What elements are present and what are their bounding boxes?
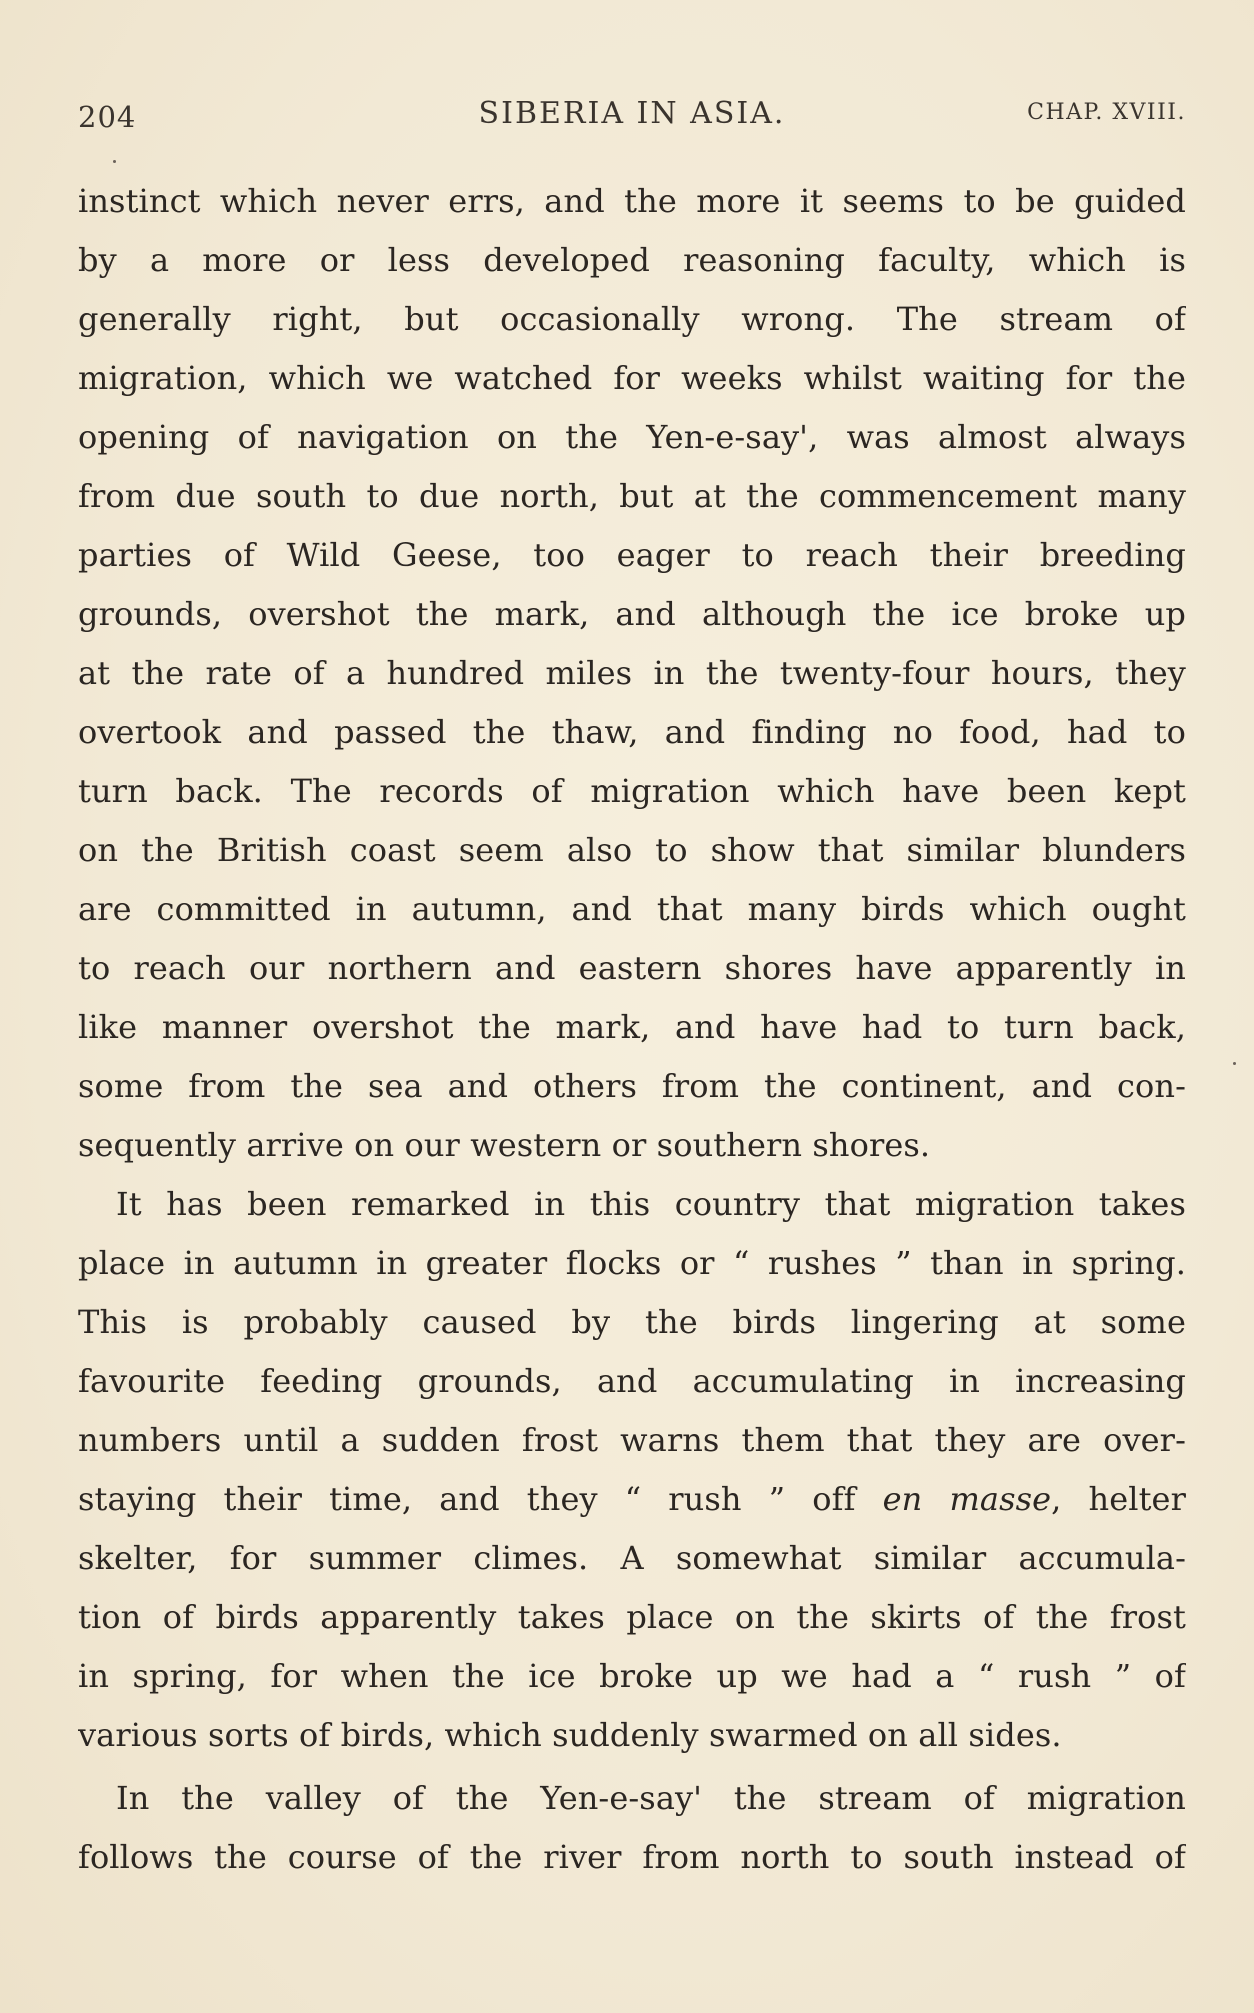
text-line: are committed in autumn, and that many birds which ought xyxy=(78,890,1186,928)
text-line: numbers until a sudden frost warns them that they are over- xyxy=(78,1421,1186,1459)
text-line: parties of Wild Geese, too eager to reach their breeding xyxy=(78,536,1186,574)
text-line: opening of navigation on the Yen-e-say', was almost always xyxy=(78,418,1186,456)
paper-speck xyxy=(113,160,116,163)
text-line: place in autumn in greater flocks or “ rushes ” than in spring. xyxy=(78,1244,1186,1282)
chapter-label: CHAP. XVIII. xyxy=(1027,100,1186,125)
text-line: migration, which we watched for weeks whilst waiting for the xyxy=(78,359,1186,397)
text-line: staying their time, and they “ rush ” off en masse, helter xyxy=(78,1480,1186,1518)
running-title: SIBERIA IN ASIA. xyxy=(478,96,786,131)
text-line: in spring, for when the ice broke up we had a “ rush ” of xyxy=(78,1657,1186,1695)
text-line: follows the course of the river from north to south instead of xyxy=(78,1838,1186,1876)
body-text xyxy=(78,172,1186,1887)
paragraph xyxy=(78,1769,1186,1887)
page-number: 204 xyxy=(78,100,137,134)
text-line: skelter, for summer climes. A somewhat similar accumula- xyxy=(78,1539,1186,1577)
text-line: on the British coast seem also to show that similar blunders xyxy=(78,831,1186,869)
text-line: grounds, overshot the mark, and although the ice broke up xyxy=(78,595,1186,633)
text-line: by a more or less developed reasoning faculty, which is xyxy=(78,241,1186,279)
text-line: sequently arrive on our western or southern shores. xyxy=(78,1126,931,1164)
text-line: generally right, but occasionally wrong. The stream of xyxy=(78,300,1186,338)
text-line: like manner overshot the mark, and have had to turn back, xyxy=(78,1008,1186,1046)
text-line: This is probably caused by the birds lingering at some xyxy=(78,1303,1186,1341)
text-line: some from the sea and others from the continent, and con- xyxy=(78,1067,1186,1105)
paragraph xyxy=(78,1175,1186,1765)
running-header xyxy=(78,92,1186,132)
text-line: instinct which never errs, and the more it seems to be guided xyxy=(78,182,1186,220)
text-line: tion of birds apparently takes place on the skirts of the frost xyxy=(78,1598,1186,1636)
paper-speck xyxy=(1233,1062,1236,1065)
text-line: turn back. The records of migration which have been kept xyxy=(78,772,1186,810)
text-line: various sorts of birds, which suddenly swarmed on all sides. xyxy=(78,1716,1062,1754)
text-line: It has been remarked in this country that migration takes xyxy=(116,1185,1186,1223)
text-line: overtook and passed the thaw, and finding no food, had to xyxy=(78,713,1186,751)
text-line: In the valley of the Yen-e-say' the stream of migration xyxy=(116,1779,1186,1817)
text-line: favourite feeding grounds, and accumulating in increasing xyxy=(78,1362,1186,1400)
text-line: to reach our northern and eastern shores have apparently in xyxy=(78,949,1186,987)
text-line: at the rate of a hundred miles in the twenty-four hours, they xyxy=(78,654,1186,692)
paragraph xyxy=(78,172,1186,1175)
text-line: from due south to due north, but at the commencement many xyxy=(78,477,1186,515)
